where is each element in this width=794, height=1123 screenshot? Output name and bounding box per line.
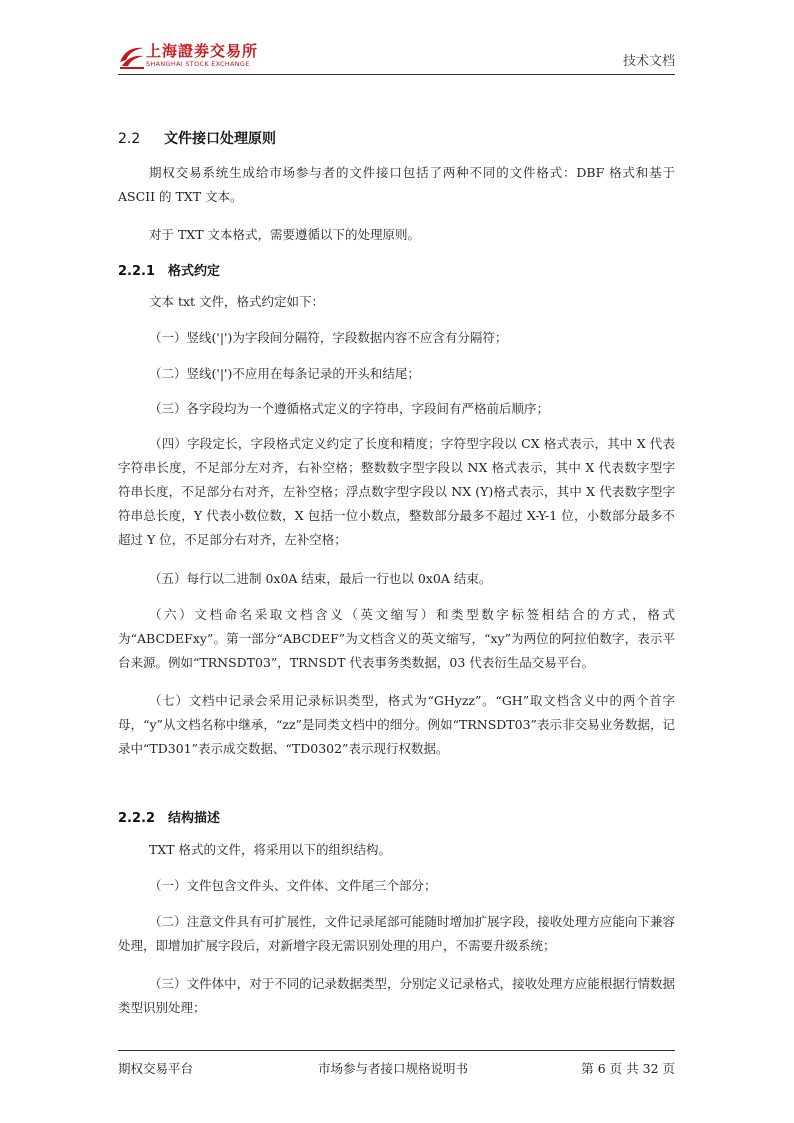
subsection-heading-2 — [118, 807, 220, 826]
format-rule-4: （四）字段定长，字段格式定义约定了长度和精度；字符型字段以 CX 格式表示，其中 X 代表字符串长度，不足部分左对齐，右补空格；整数数字型字段以 NX 格式表示，其中 X 代表数字型字符串长度，不足部分右对齐，左补空格；浮点数字型字段以 NX (Y)格式表示，其中 X 代表数字型字符串总长度，Y 代表小数位数，X 包括一位小数点，整数部分最多不超过 X-Y-1 位，小数部分最多不超过 Y 位，不足部分右对齐，左补空格； — [118, 436, 675, 547]
sse-emblem-icon — [118, 42, 146, 70]
subsection-title-2: 结构描述 — [168, 811, 221, 826]
format-rule-6: （六）文档命名采取文档含义（英文缩写）和类型数字标签相结合的方式，格式为“ABCDEFxy”。第一部分“ABCDEF”为文档含义的英文缩写，“xy”为两位的阿拉伯数字，表示平台来源。例如“TRNSDT03”，TRNSDT 代表事务类数据，03 代表衍生品交易平台。 — [118, 607, 675, 670]
subsection-title-1: 格式约定 — [168, 264, 221, 279]
footer-platform: 期权交易平台 — [118, 1061, 194, 1076]
footer-doc-title: 市场参与者接口规格说明书 — [318, 1061, 469, 1076]
section-number: 2.2 — [118, 131, 141, 147]
format-rule-3: （三）各字段均为一个遵循格式定义的字符串，字段间有严格前后顺序； — [149, 401, 550, 416]
intro-paragraph-2: 对于 TXT 文本格式，需要遵循以下的处理原则。 — [149, 227, 421, 242]
subsection-heading-1 — [118, 260, 220, 279]
structure-rule-3: （三）文件体中，对于不同的记录数据类型，分别定义记录格式，接收处理方应能根据行情数据类型识别处理； — [118, 976, 675, 1015]
format-paragraph: 文本 txt 文件，格式约定如下： — [149, 294, 325, 309]
page-header — [118, 38, 675, 75]
format-rule-7: （七）文档中记录会采用记录标识类型，格式为“GHyzz”。“GH”取文档含义中的两个首字母，“y”从文档名称中继承，“zz”是同类文档中的细分。例如“TRNSDT03”表示非交易业务数据，记录中“TD301”表示成交数据、“TD0302”表示现行权数据。 — [118, 693, 675, 756]
logo-english-text: SHANGHAI STOCK EXCHANGE — [146, 60, 250, 68]
intro-paragraph-1: 期权交易系统生成给市场参与者的文件接口包括了两种不同的文件格式：DBF 格式和基于ASCII 的 TXT 文本。 — [118, 165, 675, 204]
format-rule-5: （五）每行以二进制 0x0A 结束，最后一行也以 0x0A 结束。 — [149, 571, 492, 586]
section-heading — [118, 128, 276, 148]
format-rule-2: （二）竖线('|')不应用在每条记录的开头和结尾； — [149, 366, 420, 381]
header-doc-type: 技术文档 — [622, 54, 675, 69]
subsection-number-1: 2.2.1 — [118, 264, 156, 279]
structure-rule-1: （一）文件包含文件头、文件体、文件尾三个部分； — [149, 878, 437, 893]
format-rule-1: （一）竖线('|')为字段间分隔符，字段数据内容不应含有分隔符； — [149, 330, 508, 345]
footer-page-number: 第 6 页 共 32 页 — [581, 1061, 675, 1076]
structure-rule-2: （二）注意文件具有可扩展性，文件记录尾部可能随时增加扩展字段，接收处理方应能向下兼容处理，即增加扩展字段后，对新增字段无需识别处理的用户，不需要升级系统； — [118, 914, 675, 953]
structure-paragraph: TXT 格式的文件，将采用以下的组织结构。 — [149, 842, 392, 857]
logo-chinese-text: 上海證劵交易所 — [146, 42, 259, 60]
subsection-number-2: 2.2.2 — [118, 811, 156, 826]
page-footer — [118, 1050, 675, 1075]
section-title: 文件接口处理原则 — [164, 131, 276, 147]
sse-logo — [118, 40, 278, 72]
